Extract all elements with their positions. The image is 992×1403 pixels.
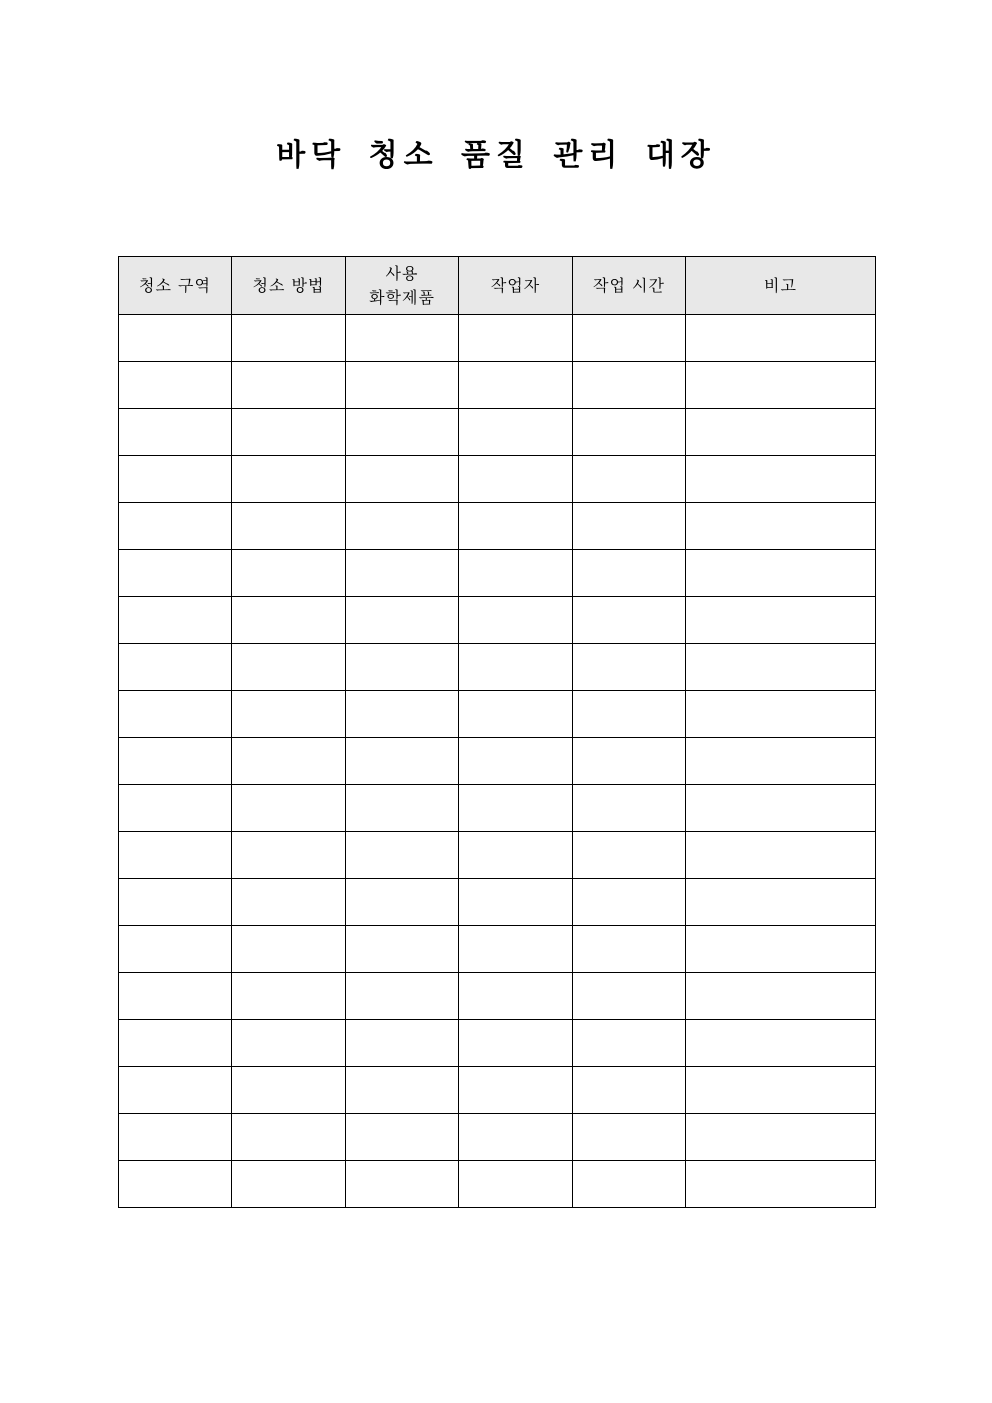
cell-cleaning-method[interactable] bbox=[232, 503, 346, 550]
cell-chemicals-used[interactable] bbox=[346, 738, 459, 785]
cell-work-time[interactable] bbox=[573, 1161, 686, 1208]
cell-cleaning-method[interactable] bbox=[232, 832, 346, 879]
cell-cleaning-area[interactable] bbox=[119, 597, 232, 644]
cell-work-time[interactable] bbox=[573, 644, 686, 691]
cell-cleaning-area[interactable] bbox=[119, 644, 232, 691]
cell-cleaning-area[interactable] bbox=[119, 738, 232, 785]
cell-chemicals-used[interactable] bbox=[346, 315, 459, 362]
cell-work-time[interactable] bbox=[573, 973, 686, 1020]
cell-chemicals-used[interactable] bbox=[346, 832, 459, 879]
column-header-label: 청소 구역 bbox=[139, 275, 211, 295]
cell-work-time[interactable] bbox=[573, 879, 686, 926]
cell-worker[interactable] bbox=[459, 785, 573, 832]
cell-cleaning-area[interactable] bbox=[119, 926, 232, 973]
table-row bbox=[119, 973, 876, 1020]
cell-remarks[interactable] bbox=[686, 1020, 876, 1067]
column-header-cleaning-area bbox=[119, 257, 232, 315]
cell-cleaning-area[interactable] bbox=[119, 1161, 232, 1208]
cell-chemicals-used[interactable] bbox=[346, 879, 459, 926]
cell-worker[interactable] bbox=[459, 644, 573, 691]
table-row bbox=[119, 644, 876, 691]
cell-chemicals-used[interactable] bbox=[346, 597, 459, 644]
table-row bbox=[119, 456, 876, 503]
cell-cleaning-area[interactable] bbox=[119, 691, 232, 738]
cell-work-time[interactable] bbox=[573, 785, 686, 832]
cell-work-time[interactable] bbox=[573, 738, 686, 785]
cell-remarks[interactable] bbox=[686, 315, 876, 362]
cell-remarks[interactable] bbox=[686, 926, 876, 973]
cell-work-time[interactable] bbox=[573, 362, 686, 409]
document-title: 바닥 청소 품질 관리 대장 bbox=[276, 138, 716, 173]
cell-cleaning-area[interactable] bbox=[119, 550, 232, 597]
table-header-row bbox=[119, 257, 876, 315]
cell-cleaning-method[interactable] bbox=[232, 315, 346, 362]
cell-cleaning-method[interactable] bbox=[232, 550, 346, 597]
cell-cleaning-method[interactable] bbox=[232, 1020, 346, 1067]
column-header-cleaning-method bbox=[232, 257, 346, 315]
cell-chemicals-used[interactable] bbox=[346, 1020, 459, 1067]
cell-remarks[interactable] bbox=[686, 503, 876, 550]
cell-cleaning-area[interactable] bbox=[119, 503, 232, 550]
table-row bbox=[119, 597, 876, 644]
table-row bbox=[119, 691, 876, 738]
column-header-worker bbox=[459, 257, 573, 315]
cell-cleaning-method[interactable] bbox=[232, 691, 346, 738]
cell-cleaning-area[interactable] bbox=[119, 973, 232, 1020]
cell-cleaning-area[interactable] bbox=[119, 409, 232, 456]
cell-remarks[interactable] bbox=[686, 1114, 876, 1161]
cell-chemicals-used[interactable] bbox=[346, 503, 459, 550]
cell-worker[interactable] bbox=[459, 879, 573, 926]
cell-cleaning-area[interactable] bbox=[119, 1020, 232, 1067]
cell-chemicals-used[interactable] bbox=[346, 409, 459, 456]
cell-remarks[interactable] bbox=[686, 644, 876, 691]
cell-remarks[interactable] bbox=[686, 1067, 876, 1114]
table-body bbox=[119, 315, 876, 1208]
cell-work-time[interactable] bbox=[573, 1020, 686, 1067]
cell-worker[interactable] bbox=[459, 1067, 573, 1114]
cell-work-time[interactable] bbox=[573, 1114, 686, 1161]
table-row bbox=[119, 1067, 876, 1114]
cell-remarks[interactable] bbox=[686, 1161, 876, 1208]
cell-remarks[interactable] bbox=[686, 879, 876, 926]
cell-remarks[interactable] bbox=[686, 362, 876, 409]
cell-cleaning-method[interactable] bbox=[232, 1067, 346, 1114]
cell-chemicals-used[interactable] bbox=[346, 926, 459, 973]
cell-worker[interactable] bbox=[459, 973, 573, 1020]
cell-chemicals-used[interactable] bbox=[346, 691, 459, 738]
cell-worker[interactable] bbox=[459, 1114, 573, 1161]
cell-remarks[interactable] bbox=[686, 409, 876, 456]
column-header-chemicals-used bbox=[346, 257, 459, 315]
cell-chemicals-used[interactable] bbox=[346, 456, 459, 503]
cell-chemicals-used[interactable] bbox=[346, 362, 459, 409]
cell-worker[interactable] bbox=[459, 456, 573, 503]
cell-cleaning-method[interactable] bbox=[232, 409, 346, 456]
cell-worker[interactable] bbox=[459, 832, 573, 879]
column-header-label-line1: 사용 bbox=[385, 263, 419, 283]
cell-cleaning-area[interactable] bbox=[119, 315, 232, 362]
cell-work-time[interactable] bbox=[573, 409, 686, 456]
table-row bbox=[119, 503, 876, 550]
cell-work-time[interactable] bbox=[573, 691, 686, 738]
cell-cleaning-method[interactable] bbox=[232, 362, 346, 409]
cell-cleaning-area[interactable] bbox=[119, 456, 232, 503]
cell-work-time[interactable] bbox=[573, 550, 686, 597]
cell-work-time[interactable] bbox=[573, 597, 686, 644]
table-row bbox=[119, 550, 876, 597]
cell-cleaning-method[interactable] bbox=[232, 973, 346, 1020]
cell-cleaning-method[interactable] bbox=[232, 738, 346, 785]
column-header-label: 작업 시간 bbox=[593, 275, 665, 295]
cell-worker[interactable] bbox=[459, 409, 573, 456]
cell-worker[interactable] bbox=[459, 315, 573, 362]
cell-work-time[interactable] bbox=[573, 1067, 686, 1114]
table-row bbox=[119, 926, 876, 973]
cell-chemicals-used[interactable] bbox=[346, 550, 459, 597]
table-row bbox=[119, 409, 876, 456]
cell-worker[interactable] bbox=[459, 926, 573, 973]
cell-cleaning-area[interactable] bbox=[119, 362, 232, 409]
table-row bbox=[119, 785, 876, 832]
table-row bbox=[119, 315, 876, 362]
cell-cleaning-method[interactable] bbox=[232, 785, 346, 832]
cell-chemicals-used[interactable] bbox=[346, 644, 459, 691]
table-row bbox=[119, 362, 876, 409]
cell-cleaning-area[interactable] bbox=[119, 785, 232, 832]
cell-worker[interactable] bbox=[459, 1020, 573, 1067]
table-row bbox=[119, 879, 876, 926]
table-row bbox=[119, 738, 876, 785]
cell-worker[interactable] bbox=[459, 503, 573, 550]
cell-chemicals-used[interactable] bbox=[346, 1161, 459, 1208]
cell-cleaning-area[interactable] bbox=[119, 879, 232, 926]
cell-worker[interactable] bbox=[459, 362, 573, 409]
cell-chemicals-used[interactable] bbox=[346, 785, 459, 832]
cell-chemicals-used[interactable] bbox=[346, 973, 459, 1020]
cell-worker[interactable] bbox=[459, 738, 573, 785]
cell-chemicals-used[interactable] bbox=[346, 1114, 459, 1161]
cleaning-quality-ledger-table bbox=[118, 256, 876, 1208]
cell-worker[interactable] bbox=[459, 691, 573, 738]
cell-remarks[interactable] bbox=[686, 832, 876, 879]
cell-work-time[interactable] bbox=[573, 503, 686, 550]
cell-remarks[interactable] bbox=[686, 550, 876, 597]
cell-cleaning-method[interactable] bbox=[232, 597, 346, 644]
table-row bbox=[119, 1114, 876, 1161]
cell-worker[interactable] bbox=[459, 550, 573, 597]
cell-cleaning-method[interactable] bbox=[232, 926, 346, 973]
cell-remarks[interactable] bbox=[686, 597, 876, 644]
cell-remarks[interactable] bbox=[686, 738, 876, 785]
cell-work-time[interactable] bbox=[573, 832, 686, 879]
table-row bbox=[119, 832, 876, 879]
table-row bbox=[119, 1161, 876, 1208]
cell-cleaning-method[interactable] bbox=[232, 1161, 346, 1208]
column-header-work-time bbox=[573, 257, 686, 315]
cell-cleaning-area[interactable] bbox=[119, 1067, 232, 1114]
cell-cleaning-area[interactable] bbox=[119, 1114, 232, 1161]
cell-cleaning-method[interactable] bbox=[232, 644, 346, 691]
column-header-label: 비고 bbox=[764, 275, 797, 295]
column-header-remarks bbox=[686, 257, 876, 315]
cell-remarks[interactable] bbox=[686, 785, 876, 832]
cell-worker[interactable] bbox=[459, 1161, 573, 1208]
cell-cleaning-method[interactable] bbox=[232, 1114, 346, 1161]
cell-remarks[interactable] bbox=[686, 691, 876, 738]
cell-remarks[interactable] bbox=[686, 456, 876, 503]
cell-worker[interactable] bbox=[459, 597, 573, 644]
cell-work-time[interactable] bbox=[573, 456, 686, 503]
cell-work-time[interactable] bbox=[573, 315, 686, 362]
cell-work-time[interactable] bbox=[573, 926, 686, 973]
cell-remarks[interactable] bbox=[686, 973, 876, 1020]
cell-cleaning-area[interactable] bbox=[119, 832, 232, 879]
column-header-label: 작업자 bbox=[490, 275, 541, 295]
cell-cleaning-method[interactable] bbox=[232, 879, 346, 926]
cell-chemicals-used[interactable] bbox=[346, 1067, 459, 1114]
cell-cleaning-method[interactable] bbox=[232, 456, 346, 503]
column-header-label: 청소 방법 bbox=[252, 275, 325, 295]
table-row bbox=[119, 1020, 876, 1067]
column-header-label-line2: 화학제품 bbox=[369, 287, 435, 307]
